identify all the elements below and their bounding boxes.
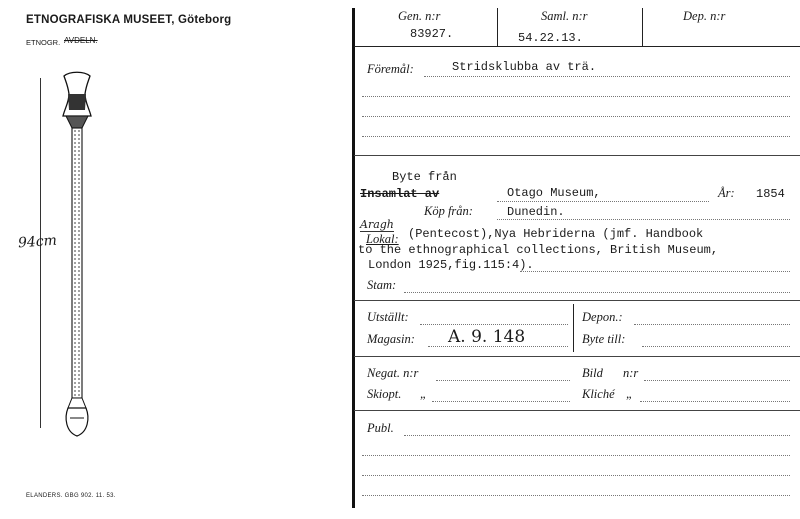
header-divider-1 bbox=[497, 8, 498, 46]
ar-value: 1854 bbox=[756, 187, 785, 201]
kliche-line bbox=[640, 401, 790, 402]
lokal-line-3: London 1925,fig.115:4). bbox=[368, 258, 534, 272]
byte-till-label: Byte till: bbox=[582, 332, 626, 346]
form-left-border bbox=[352, 8, 355, 508]
foremal-line-1 bbox=[424, 76, 790, 77]
publ-label: Publ. bbox=[367, 421, 394, 435]
byte-till-line bbox=[642, 346, 790, 347]
club-pommel bbox=[66, 398, 88, 436]
skiopt-label: Skiopt. bbox=[367, 387, 402, 401]
handwritten-length: 94cm bbox=[17, 232, 58, 252]
skiopt-line bbox=[432, 401, 570, 402]
kop-line bbox=[497, 219, 790, 220]
section-rule-4 bbox=[354, 410, 800, 411]
ar-label: År: bbox=[718, 186, 735, 200]
department-label: ETNOGR. bbox=[26, 38, 61, 47]
kliche-ditto: „ bbox=[626, 387, 633, 401]
foremal-line-2 bbox=[362, 96, 790, 97]
gen-nr-label: Gen. n:r bbox=[398, 9, 441, 23]
negat-label: Negat. n:r bbox=[367, 366, 419, 380]
bild-line bbox=[644, 380, 790, 381]
saml-nr-value: 54.22.13. bbox=[518, 31, 583, 45]
section-rule-1 bbox=[354, 155, 800, 156]
magasin-line bbox=[428, 346, 568, 347]
length-indicator-line bbox=[40, 78, 41, 428]
storage-divider bbox=[573, 304, 574, 352]
foremal-value: Stridsklubba av trä. bbox=[452, 60, 597, 74]
lokal-label: Lokal: bbox=[366, 232, 399, 246]
dep-nr-label: Dep. n:r bbox=[683, 9, 726, 23]
club-head bbox=[63, 72, 91, 128]
kop-fran-value: Dunedin. bbox=[507, 205, 565, 219]
bild-nr-label: n:r bbox=[623, 366, 639, 380]
foremal-label: Föremål: bbox=[367, 62, 414, 76]
foremal-line-4 bbox=[362, 136, 790, 137]
publ-line-3 bbox=[362, 475, 790, 476]
foremal-line-3 bbox=[362, 116, 790, 117]
department-struck-text: AVDELN. bbox=[64, 36, 98, 45]
stam-label: Stam: bbox=[367, 278, 397, 292]
lokal-line-2: to the ethnographical collections, British Museum, bbox=[358, 243, 719, 257]
lokal-dotted-line bbox=[520, 271, 790, 272]
negat-line bbox=[436, 380, 570, 381]
publ-line-2 bbox=[362, 455, 790, 456]
stam-line bbox=[404, 292, 790, 293]
magasin-label: Magasin: bbox=[367, 332, 415, 346]
depon-label: Depon.: bbox=[582, 310, 623, 324]
kliche-label: Kliché bbox=[582, 387, 615, 401]
insamlat-struck-label: Insamlat av bbox=[360, 187, 440, 201]
source-line bbox=[497, 201, 709, 202]
section-rule-3 bbox=[354, 356, 800, 357]
publ-line-1 bbox=[404, 435, 790, 436]
aragh-handwritten: Aragh bbox=[360, 218, 394, 231]
club-shaft bbox=[72, 128, 82, 398]
header-divider-2 bbox=[642, 8, 643, 46]
byte-fran-label: Byte från bbox=[392, 170, 457, 184]
saml-nr-label: Saml. n:r bbox=[541, 9, 588, 23]
utstallt-label: Utställt: bbox=[367, 310, 409, 324]
header-bottom-rule bbox=[354, 46, 800, 47]
depon-line bbox=[634, 324, 790, 325]
club-drawing bbox=[52, 68, 102, 440]
museum-name: ETNOGRAFISKA MUSEET, Göteborg bbox=[26, 14, 232, 26]
source-value: Otago Museum, bbox=[507, 186, 601, 200]
kop-fran-label: Köp från: bbox=[424, 204, 473, 218]
gen-nr-value: 83927. bbox=[410, 27, 454, 41]
printer-mark: ELANDERS. GBG 902. 11. 53. bbox=[26, 493, 116, 499]
utstallt-line bbox=[420, 324, 568, 325]
section-rule-2 bbox=[354, 300, 800, 301]
bild-label: Bild bbox=[582, 366, 603, 380]
publ-line-4 bbox=[362, 495, 790, 496]
lokal-line-1: (Pentecost),Nya Hebriderna (jmf. Handbook bbox=[408, 227, 704, 241]
magasin-value: A. 9. 148 bbox=[448, 327, 526, 347]
skiopt-ditto: „ bbox=[420, 387, 427, 401]
